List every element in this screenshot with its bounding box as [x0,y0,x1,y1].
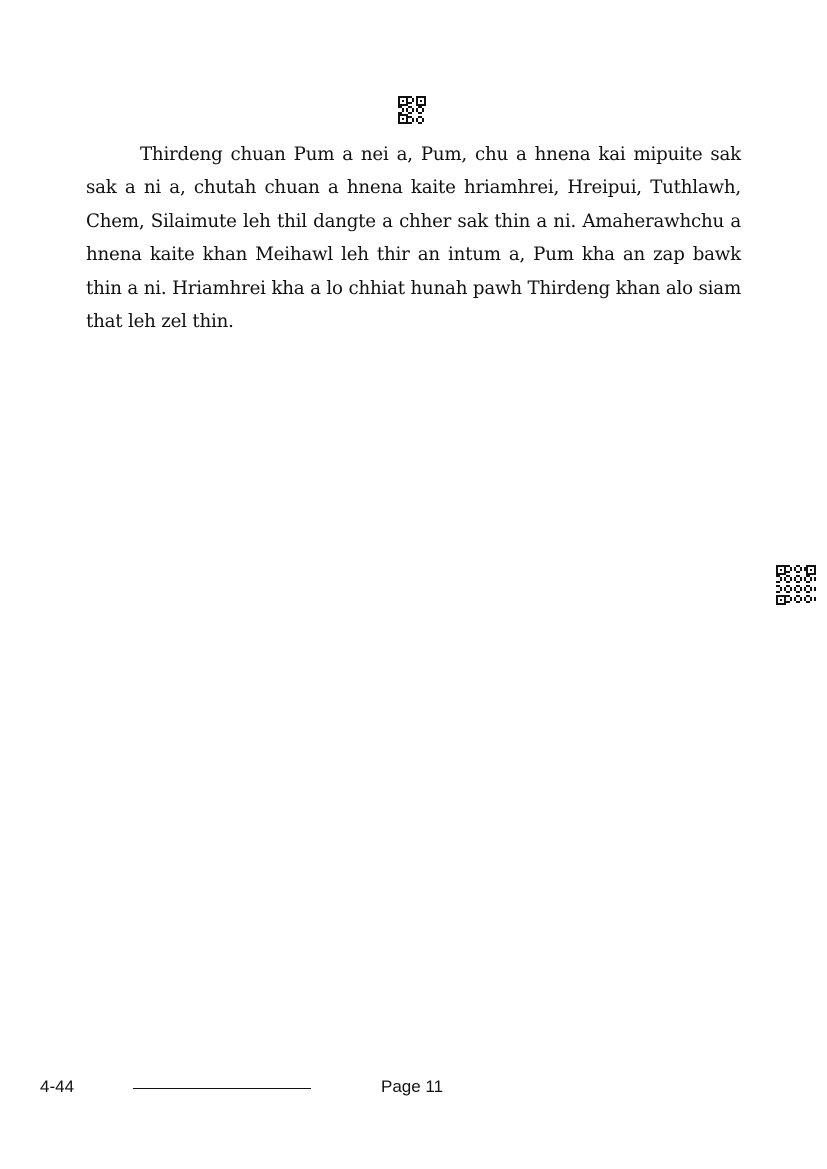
qr-code-icon [776,565,816,605]
body-paragraph: Thirdeng chuan Pum a nei a, Pum, chu a hnena kai mipuite sak sak a ni a, chutah chuan a hnena kaite hriamhrei, Hreipui, Tuthlawh, Chem, Silaimute leh thil dangte a chher sak thin a ni. Amaherawhchu a hnena kaite khan Meihawl leh thir an intum a, Pum kha an zap bawk thin a ni. Hriamhrei kha a lo chhiat hunah pawh Thirdeng khan alo siam that leh zel thin. [86,144,741,333]
footer-divider [133,1088,311,1089]
document-code: 4-44 [40,1077,75,1096]
qr-code-icon [398,96,426,124]
page-number: Page 11 [381,1077,444,1096]
